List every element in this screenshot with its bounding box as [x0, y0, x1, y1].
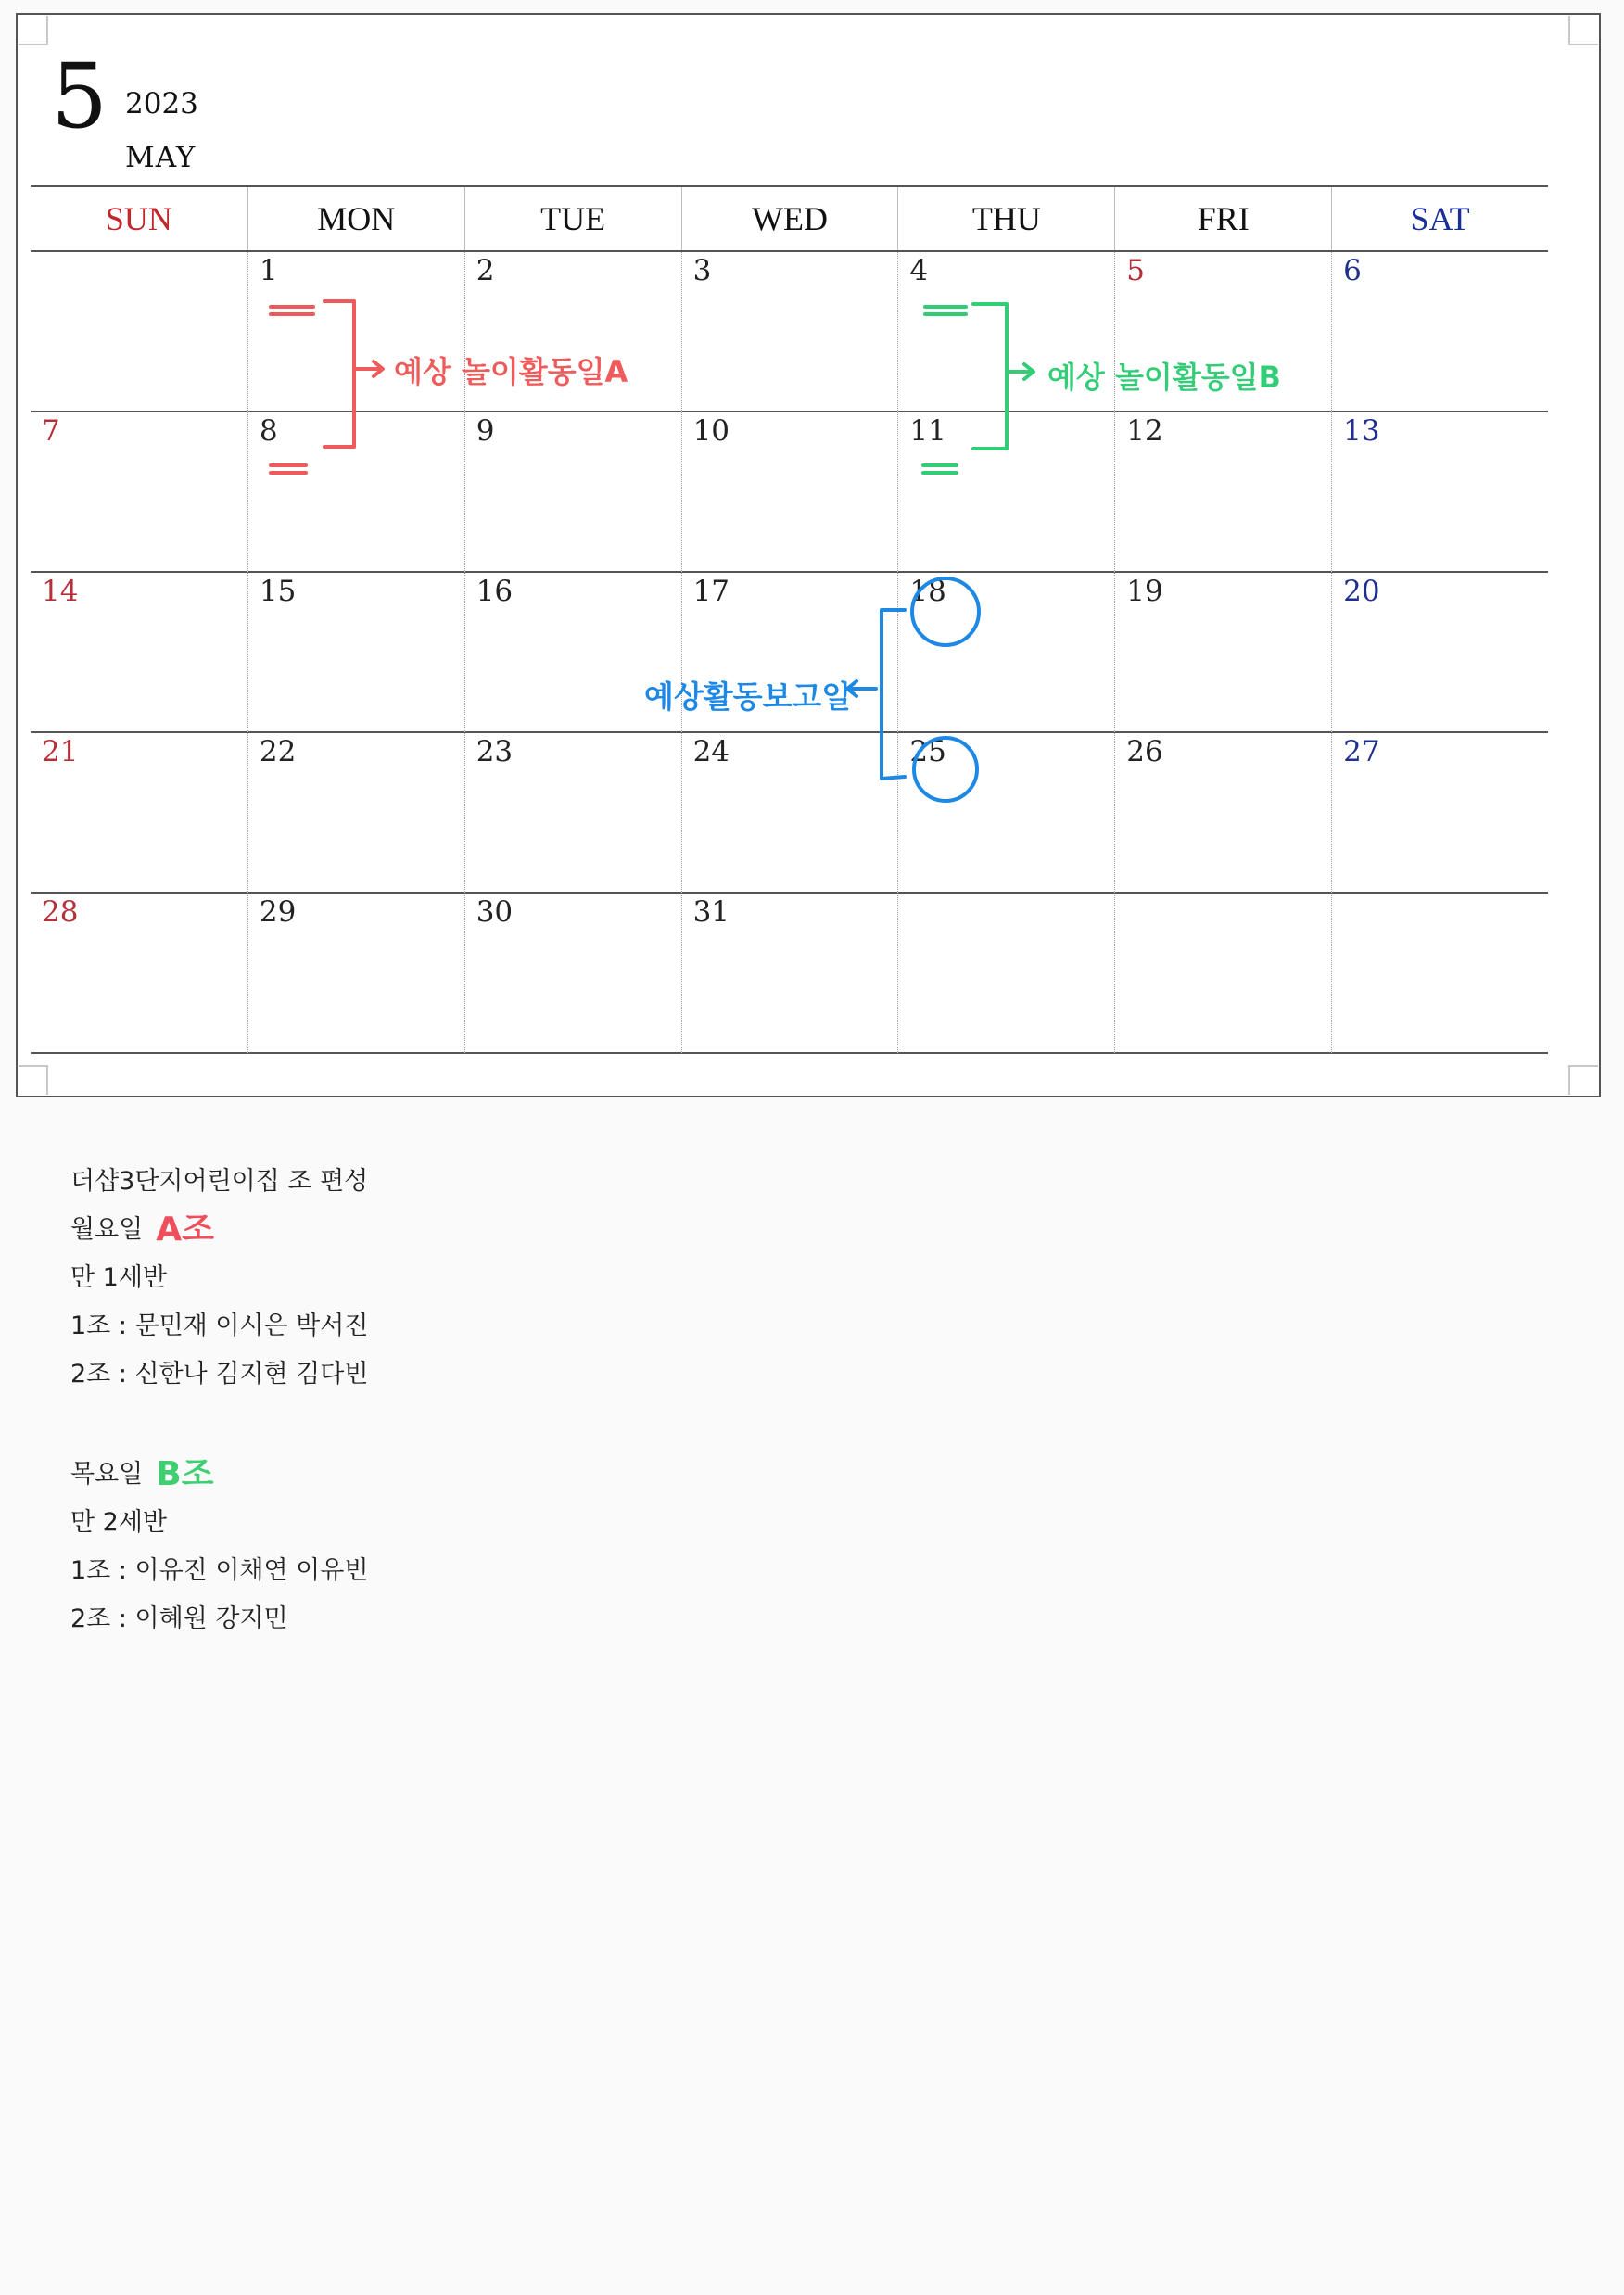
calendar-day-cell[interactable]	[681, 733, 898, 894]
day-number: 20	[1343, 575, 1380, 608]
weekday-header	[31, 185, 1548, 252]
monday-team-2: 2조 : 신한나 김지현 김다빈	[70, 1359, 369, 1388]
calendar-grid	[31, 185, 1548, 1054]
day-number: 14	[42, 575, 79, 608]
calendar-day-cell[interactable]	[681, 252, 898, 412]
monday-class: 만 1세반	[70, 1262, 168, 1292]
day-number: 21	[42, 735, 79, 768]
calendar-day-cell[interactable]	[897, 573, 1114, 733]
calendar-day-cell[interactable]	[1331, 412, 1548, 573]
group-notes	[70, 1154, 905, 1640]
monday-label: 월요일	[70, 1214, 144, 1244]
day-number: 26	[1126, 735, 1163, 768]
weekday-sat: SAT	[1331, 187, 1548, 250]
calendar-day-cell[interactable]	[247, 733, 464, 894]
calendar-day-cell[interactable]	[31, 412, 247, 573]
day-number: 9	[476, 414, 495, 448]
annotation-play-day-b: 예상 놀이활동일B	[1047, 360, 1281, 395]
thursday-label: 목요일	[70, 1459, 144, 1489]
calendar-day-cell[interactable]	[464, 894, 681, 1054]
weekday-fri: FRI	[1114, 187, 1331, 250]
day-number: 12	[1126, 414, 1163, 448]
year-label: 2023	[125, 87, 198, 120]
thursday-heading	[70, 1447, 905, 1495]
month-number: 5	[51, 44, 108, 148]
thursday-team-1: 1조 : 이유진 이채연 이유빈	[70, 1555, 369, 1585]
calendar-day-cell[interactable]	[681, 412, 898, 573]
day-number: 27	[1343, 735, 1380, 768]
calendar-day-cell[interactable]	[31, 252, 247, 412]
day-number: 29	[259, 895, 297, 929]
crop-mark-bottom-left	[19, 1065, 48, 1095]
day-number: 7	[42, 414, 60, 448]
day-number: 15	[259, 575, 297, 608]
calendar-day-cell[interactable]	[464, 412, 681, 573]
calendar-day-cell[interactable]	[1114, 894, 1331, 1054]
day-number: 2	[476, 254, 495, 287]
thursday-class: 만 2세반	[70, 1507, 168, 1537]
calendar-day-cell[interactable]	[1114, 412, 1331, 573]
calendar-day-cell[interactable]	[681, 894, 898, 1054]
day-number: 22	[259, 735, 297, 768]
monday-heading	[70, 1202, 905, 1250]
weekday-mon: MON	[247, 187, 464, 250]
day-number: 23	[476, 735, 514, 768]
day-number: 10	[692, 414, 730, 448]
day-number: 28	[42, 895, 79, 929]
calendar-day-cell[interactable]	[1331, 733, 1548, 894]
monday-team-1: 1조 : 문민재 이시은 박서진	[70, 1311, 369, 1340]
day-number: 1	[259, 254, 278, 287]
day-number: 5	[1126, 254, 1146, 287]
day-number: 16	[476, 575, 514, 608]
calendar-day-cell[interactable]	[31, 573, 247, 733]
calendar-day-cell[interactable]	[247, 894, 464, 1054]
day-number: 3	[692, 254, 712, 287]
thursday-team-2: 2조 : 이혜원 강지민	[70, 1604, 288, 1633]
day-number: 13	[1343, 414, 1380, 448]
calendar-day-cell[interactable]	[31, 733, 247, 894]
crop-mark-bottom-right	[1568, 1065, 1598, 1095]
calendar-day-cell[interactable]	[1331, 894, 1548, 1054]
day-number: 31	[692, 895, 730, 929]
weekday-wed: WED	[681, 187, 898, 250]
calendar-day-cell[interactable]	[1114, 733, 1331, 894]
crop-mark-top-right	[1568, 16, 1598, 45]
day-number: 25	[909, 735, 946, 768]
calendar-day-cell[interactable]	[897, 733, 1114, 894]
day-number: 17	[692, 575, 730, 608]
calendar-day-cell[interactable]	[1331, 573, 1548, 733]
calendar-day-cell[interactable]	[247, 412, 464, 573]
weekday-tue: TUE	[464, 187, 681, 250]
annotation-report-day: 예상활동보고일	[644, 678, 852, 715]
day-number: 18	[909, 575, 946, 608]
calendar-day-cell[interactable]	[464, 733, 681, 894]
calendar-day-cell[interactable]	[897, 894, 1114, 1054]
day-number: 24	[692, 735, 730, 768]
weekday-thu: THU	[897, 187, 1114, 250]
calendar-day-cell[interactable]	[1114, 573, 1331, 733]
day-number: 11	[909, 414, 946, 448]
day-number: 6	[1343, 254, 1362, 287]
annotation-play-day-a: 예상 놀이활동일A	[394, 354, 628, 389]
weekday-sun: SUN	[105, 200, 172, 237]
day-number: 4	[909, 254, 929, 287]
calendar-day-cell[interactable]	[31, 894, 247, 1054]
day-number: 19	[1126, 575, 1163, 608]
monday-group-label: A조	[156, 1210, 214, 1249]
calendar-day-cell[interactable]	[247, 573, 464, 733]
calendar-day-cell[interactable]	[897, 412, 1114, 573]
calendar-day-cell[interactable]	[1331, 252, 1548, 412]
day-number: 30	[476, 895, 514, 929]
crop-mark-top-left	[19, 16, 48, 45]
notes-title: 더샵3단지어린이집 조 편성	[70, 1166, 369, 1196]
month-name: MAY	[125, 141, 197, 174]
calendar-body	[31, 252, 1548, 1054]
thursday-group-label: B조	[156, 1454, 214, 1493]
day-number: 8	[259, 414, 278, 448]
